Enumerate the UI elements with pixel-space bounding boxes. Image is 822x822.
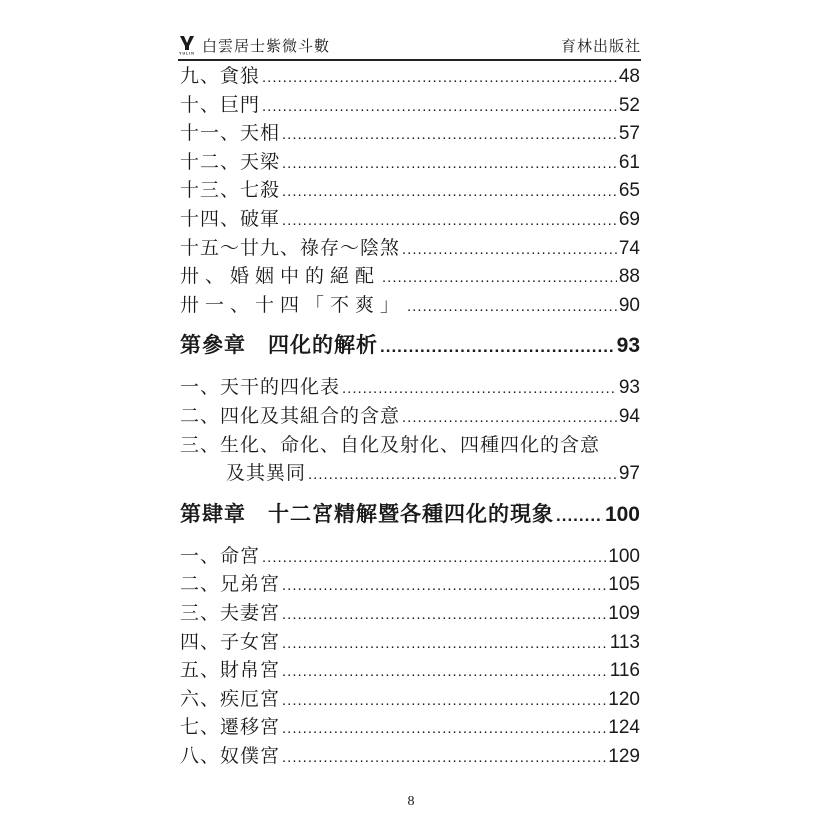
toc-leader-dots bbox=[262, 64, 617, 93]
toc-entry-title: 十一、天相 bbox=[180, 122, 281, 145]
toc-entry-title: 及其異同 bbox=[226, 462, 307, 485]
toc-entry-page: 100 bbox=[604, 502, 640, 526]
toc-entry-title: 十五～廿九、祿存～陰煞 bbox=[180, 236, 401, 259]
toc-entry-page: 113 bbox=[609, 631, 640, 653]
toc-leader-dots bbox=[262, 544, 606, 573]
toc-entry bbox=[180, 373, 640, 402]
toc-leader-dots bbox=[402, 404, 617, 433]
toc-entry-page: 94 bbox=[618, 405, 640, 427]
toc-chapter-entry bbox=[180, 323, 640, 369]
toc-entry-title: 二、兄弟宮 bbox=[180, 573, 281, 596]
toc-entry-title: 一、命宮 bbox=[180, 544, 261, 567]
toc-entry bbox=[180, 176, 640, 205]
toc-entry-page: 48 bbox=[618, 66, 640, 87]
toc-entry bbox=[180, 459, 640, 488]
toc-leader-dots bbox=[282, 687, 606, 716]
toc-leader-dots bbox=[556, 493, 603, 539]
publisher-name: 育林出版社 bbox=[560, 36, 641, 55]
toc-entry-title: 六、疾厄宮 bbox=[180, 687, 281, 710]
toc-entry-title: 十、巨門 bbox=[180, 93, 261, 116]
toc-entry-title: 十三、七殺 bbox=[180, 179, 281, 202]
toc-entry-page: 129 bbox=[608, 745, 640, 767]
toc-entry bbox=[180, 742, 640, 771]
toc-entry-page: 69 bbox=[618, 208, 640, 230]
toc-entry bbox=[180, 119, 640, 148]
toc-entry bbox=[180, 599, 640, 628]
toc-leader-dots bbox=[342, 375, 617, 404]
toc-entry bbox=[180, 431, 640, 460]
toc-entry-page: 74 bbox=[618, 237, 640, 259]
toc-leader-dots bbox=[380, 324, 615, 370]
toc-entry-page: 124 bbox=[608, 717, 640, 739]
toc-entry-page: 93 bbox=[618, 377, 640, 399]
toc-entry-page: 93 bbox=[616, 334, 640, 358]
book-title: 白雲居士紫微斗數 bbox=[202, 36, 331, 55]
toc-entry bbox=[180, 262, 640, 291]
toc-entry bbox=[180, 570, 640, 599]
toc-entry-title: 九、貪狼 bbox=[180, 65, 261, 87]
toc-leader-dots bbox=[282, 658, 608, 687]
toc-entry-page: 109 bbox=[608, 602, 640, 624]
toc-leader-dots bbox=[282, 150, 617, 179]
toc-entry-title: 卅一、十四「不爽」 bbox=[180, 293, 406, 316]
toc-entry bbox=[180, 62, 640, 91]
toc-leader-dots bbox=[282, 715, 606, 744]
table-of-contents bbox=[180, 62, 640, 770]
header-rule bbox=[178, 59, 641, 61]
toc-entry-title: 七、遷移宮 bbox=[180, 716, 281, 739]
toc-entry-page: 65 bbox=[618, 180, 640, 202]
toc-entry-page: 61 bbox=[618, 151, 640, 173]
toc-entry bbox=[180, 713, 640, 742]
toc-entry bbox=[180, 291, 640, 320]
toc-entry-title: 五、財帛宮 bbox=[180, 659, 281, 682]
toc-entry bbox=[180, 234, 640, 263]
toc-entry bbox=[180, 656, 640, 685]
toc-entry bbox=[180, 542, 640, 571]
toc-leader-dots bbox=[282, 572, 606, 601]
toc-entry-title: 十二、天梁 bbox=[180, 150, 281, 173]
toc-entry-title: 第參章 四化的解析 bbox=[180, 334, 378, 358]
toc-entry-title: 四、子女宮 bbox=[180, 630, 281, 653]
toc-leader-dots bbox=[262, 93, 617, 122]
toc-entry-title: 卅、婚姻中的絕配 bbox=[180, 265, 381, 288]
page-header bbox=[178, 34, 641, 56]
toc-leader-dots bbox=[282, 207, 617, 236]
toc-entry-title: 十四、破軍 bbox=[180, 207, 281, 230]
toc-entry-page: 105 bbox=[608, 574, 640, 596]
toc-entry-page: 97 bbox=[618, 463, 640, 485]
toc-leader-dots bbox=[282, 178, 617, 207]
toc-entry-page: 57 bbox=[618, 123, 640, 145]
publisher-logo-icon bbox=[178, 35, 196, 55]
toc-entry-title: 第肆章 十二宮精解暨各種四化的現象 bbox=[180, 502, 554, 526]
toc-leader-dots bbox=[282, 630, 608, 659]
toc-leader-dots bbox=[407, 293, 617, 322]
toc-leader-dots bbox=[282, 121, 617, 150]
toc-entry-page: 90 bbox=[618, 294, 640, 316]
toc-entry-page: 52 bbox=[618, 94, 640, 116]
toc-entry bbox=[180, 685, 640, 714]
toc-leader-dots bbox=[282, 601, 606, 630]
page-number: 8 bbox=[407, 794, 415, 809]
toc-entry-title: 一、天干的四化表 bbox=[180, 376, 341, 399]
toc-entry-page: 120 bbox=[608, 688, 640, 710]
toc-entry bbox=[180, 91, 640, 120]
toc-entry-title: 二、四化及其組合的含意 bbox=[180, 404, 401, 427]
toc-entry bbox=[180, 205, 640, 234]
logo-text: YULIN bbox=[179, 51, 195, 55]
header-left bbox=[178, 35, 330, 56]
toc-entry bbox=[180, 628, 640, 657]
toc-entry-title: 三、生化、命化、自化及射化、四種四化的含意 bbox=[180, 433, 601, 456]
toc-entry-title: 八、奴僕宮 bbox=[180, 744, 281, 767]
toc-entry bbox=[180, 148, 640, 177]
toc-entry-page: 100 bbox=[608, 545, 640, 567]
toc-entry-page: 88 bbox=[618, 266, 640, 288]
toc-leader-dots bbox=[402, 236, 617, 265]
toc-entry bbox=[180, 402, 640, 431]
toc-leader-dots bbox=[282, 744, 606, 773]
toc-entry-title: 三、夫妻宮 bbox=[180, 601, 281, 624]
toc-entry-page: 116 bbox=[609, 660, 640, 682]
toc-leader-dots bbox=[382, 264, 617, 293]
toc-leader-dots bbox=[308, 461, 617, 490]
toc-chapter-entry bbox=[180, 492, 640, 538]
